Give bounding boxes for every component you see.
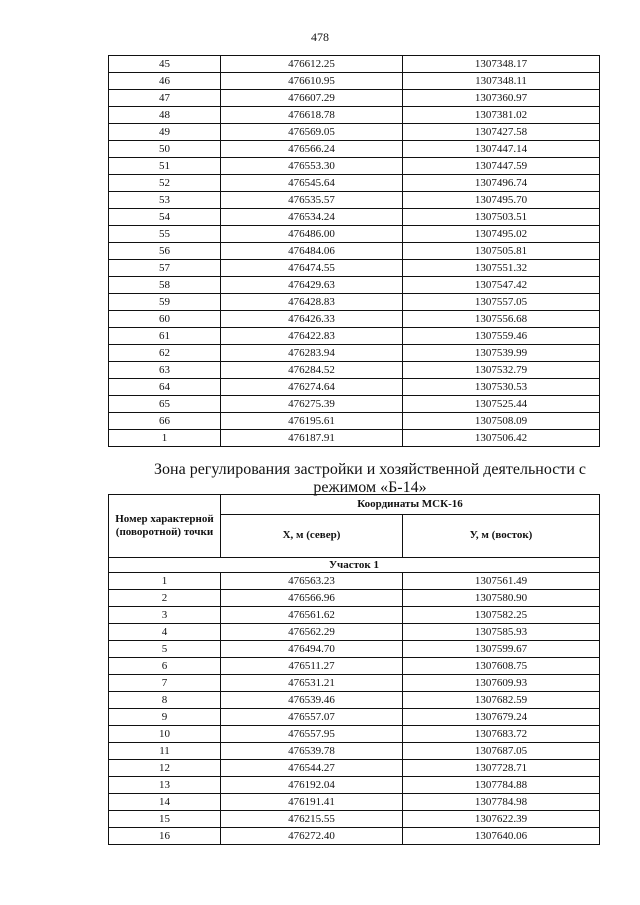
x-coordinate-cell: 476426.33 bbox=[221, 311, 403, 328]
y-coordinate-cell: 1307348.17 bbox=[403, 56, 600, 73]
point-number-cell: 14 bbox=[109, 794, 221, 811]
point-number-cell: 53 bbox=[109, 192, 221, 209]
point-number-cell: 8 bbox=[109, 692, 221, 709]
y-coordinate-cell: 1307508.09 bbox=[403, 413, 600, 430]
header-y-east: У, м (восток) bbox=[403, 514, 600, 557]
x-coordinate-cell: 476566.24 bbox=[221, 141, 403, 158]
table-row bbox=[109, 90, 600, 107]
x-coordinate-cell: 476535.57 bbox=[221, 192, 403, 209]
plot-section-row bbox=[109, 558, 600, 573]
point-number-cell: 1 bbox=[109, 430, 221, 447]
x-coordinate-cell: 476539.78 bbox=[221, 743, 403, 760]
x-coordinate-cell: 476474.55 bbox=[221, 260, 403, 277]
coordinates-table-body bbox=[109, 573, 600, 845]
y-coordinate-cell: 1307580.90 bbox=[403, 590, 600, 607]
header-point-number: Номер характерной (поворотной) точки bbox=[109, 495, 221, 558]
x-coordinate-cell: 476561.62 bbox=[221, 607, 403, 624]
point-number-cell: 66 bbox=[109, 413, 221, 430]
y-coordinate-cell: 1307525.44 bbox=[403, 396, 600, 413]
point-number-cell: 65 bbox=[109, 396, 221, 413]
point-number-cell: 11 bbox=[109, 743, 221, 760]
x-coordinate-cell: 476569.05 bbox=[221, 124, 403, 141]
table-row bbox=[109, 692, 600, 709]
table-row bbox=[109, 209, 600, 226]
x-coordinate-cell: 476272.40 bbox=[221, 828, 403, 845]
x-coordinate-cell: 476428.83 bbox=[221, 294, 403, 311]
y-coordinate-cell: 1307608.75 bbox=[403, 658, 600, 675]
y-coordinate-cell: 1307495.70 bbox=[403, 192, 600, 209]
y-coordinate-cell: 1307348.11 bbox=[403, 73, 600, 90]
point-number-cell: 50 bbox=[109, 141, 221, 158]
y-coordinate-cell: 1307495.02 bbox=[403, 226, 600, 243]
point-number-cell: 63 bbox=[109, 362, 221, 379]
y-coordinate-cell: 1307687.05 bbox=[403, 743, 600, 760]
page-number: 478 bbox=[311, 30, 329, 44]
table-row bbox=[109, 760, 600, 777]
point-number-cell: 59 bbox=[109, 294, 221, 311]
table-row bbox=[109, 641, 600, 658]
point-number-cell: 64 bbox=[109, 379, 221, 396]
table-row bbox=[109, 158, 600, 175]
table-row bbox=[109, 675, 600, 692]
plot-section-label: Участок 1 bbox=[109, 558, 600, 573]
y-coordinate-cell: 1307682.59 bbox=[403, 692, 600, 709]
y-coordinate-cell: 1307683.72 bbox=[403, 726, 600, 743]
y-coordinate-cell: 1307556.68 bbox=[403, 311, 600, 328]
y-coordinate-cell: 1307532.79 bbox=[403, 362, 600, 379]
y-coordinate-cell: 1307557.05 bbox=[403, 294, 600, 311]
y-coordinate-cell: 1307784.88 bbox=[403, 777, 600, 794]
point-number-cell: 12 bbox=[109, 760, 221, 777]
y-coordinate-cell: 1307360.97 bbox=[403, 90, 600, 107]
table-row bbox=[109, 328, 600, 345]
y-coordinate-cell: 1307551.32 bbox=[403, 260, 600, 277]
table-row bbox=[109, 811, 600, 828]
x-coordinate-cell: 476486.00 bbox=[221, 226, 403, 243]
coordinates-table-continued bbox=[108, 55, 600, 447]
x-coordinate-cell: 476283.94 bbox=[221, 345, 403, 362]
header-coordinates: Координаты МСК-16 bbox=[221, 495, 600, 515]
x-coordinate-cell: 476274.64 bbox=[221, 379, 403, 396]
table-row bbox=[109, 379, 600, 396]
x-coordinate-cell: 476610.95 bbox=[221, 73, 403, 90]
point-number-cell: 13 bbox=[109, 777, 221, 794]
point-number-cell: 56 bbox=[109, 243, 221, 260]
point-number-cell: 48 bbox=[109, 107, 221, 124]
table-row bbox=[109, 590, 600, 607]
x-coordinate-cell: 476494.70 bbox=[221, 641, 403, 658]
table-row bbox=[109, 345, 600, 362]
section-title: Зона регулирования застройки и хозяйственной деятельности с режимом «Б-14» bbox=[154, 461, 586, 496]
y-coordinate-cell: 1307599.67 bbox=[403, 641, 600, 658]
table-row bbox=[109, 73, 600, 90]
point-number-cell: 61 bbox=[109, 328, 221, 345]
point-number-cell: 4 bbox=[109, 624, 221, 641]
table-row bbox=[109, 607, 600, 624]
table-row bbox=[109, 141, 600, 158]
x-coordinate-cell: 476545.64 bbox=[221, 175, 403, 192]
table-row bbox=[109, 658, 600, 675]
point-number-cell: 2 bbox=[109, 590, 221, 607]
y-coordinate-cell: 1307582.25 bbox=[403, 607, 600, 624]
point-number-cell: 49 bbox=[109, 124, 221, 141]
y-coordinate-cell: 1307496.74 bbox=[403, 175, 600, 192]
table-row bbox=[109, 107, 600, 124]
y-coordinate-cell: 1307381.02 bbox=[403, 107, 600, 124]
table-row bbox=[109, 226, 600, 243]
coordinates-table-b14 bbox=[108, 494, 600, 845]
x-coordinate-cell: 476429.63 bbox=[221, 277, 403, 294]
table-row bbox=[109, 430, 600, 447]
y-coordinate-cell: 1307640.06 bbox=[403, 828, 600, 845]
point-number-cell: 6 bbox=[109, 658, 221, 675]
point-number-cell: 58 bbox=[109, 277, 221, 294]
table-row bbox=[109, 260, 600, 277]
x-coordinate-cell: 476284.52 bbox=[221, 362, 403, 379]
x-coordinate-cell: 476566.96 bbox=[221, 590, 403, 607]
x-coordinate-cell: 476511.27 bbox=[221, 658, 403, 675]
y-coordinate-cell: 1307503.51 bbox=[403, 209, 600, 226]
y-coordinate-cell: 1307506.42 bbox=[403, 430, 600, 447]
x-coordinate-cell: 476539.46 bbox=[221, 692, 403, 709]
table-row bbox=[109, 124, 600, 141]
point-number-cell: 15 bbox=[109, 811, 221, 828]
x-coordinate-cell: 476544.27 bbox=[221, 760, 403, 777]
point-number-cell: 46 bbox=[109, 73, 221, 90]
x-coordinate-cell: 476195.61 bbox=[221, 413, 403, 430]
table-header bbox=[109, 495, 600, 558]
header-x-north: X, м (север) bbox=[221, 514, 403, 557]
y-coordinate-cell: 1307609.93 bbox=[403, 675, 600, 692]
table-row bbox=[109, 794, 600, 811]
y-coordinate-cell: 1307622.39 bbox=[403, 811, 600, 828]
x-coordinate-cell: 476563.23 bbox=[221, 573, 403, 590]
y-coordinate-cell: 1307447.14 bbox=[403, 141, 600, 158]
y-coordinate-cell: 1307559.46 bbox=[403, 328, 600, 345]
x-coordinate-cell: 476607.29 bbox=[221, 90, 403, 107]
table-row bbox=[109, 294, 600, 311]
y-coordinate-cell: 1307561.49 bbox=[403, 573, 600, 590]
y-coordinate-cell: 1307585.93 bbox=[403, 624, 600, 641]
point-number-cell: 3 bbox=[109, 607, 221, 624]
y-coordinate-cell: 1307547.42 bbox=[403, 277, 600, 294]
x-coordinate-cell: 476191.41 bbox=[221, 794, 403, 811]
table-row bbox=[109, 192, 600, 209]
table-row bbox=[109, 396, 600, 413]
table-row bbox=[109, 362, 600, 379]
x-coordinate-cell: 476553.30 bbox=[221, 158, 403, 175]
table-row bbox=[109, 413, 600, 430]
x-coordinate-cell: 476531.21 bbox=[221, 675, 403, 692]
x-coordinate-cell: 476618.78 bbox=[221, 107, 403, 124]
table-row bbox=[109, 709, 600, 726]
point-number-cell: 51 bbox=[109, 158, 221, 175]
point-number-cell: 52 bbox=[109, 175, 221, 192]
point-number-cell: 57 bbox=[109, 260, 221, 277]
y-coordinate-cell: 1307530.53 bbox=[403, 379, 600, 396]
x-coordinate-cell: 476562.29 bbox=[221, 624, 403, 641]
x-coordinate-cell: 476612.25 bbox=[221, 56, 403, 73]
point-number-cell: 60 bbox=[109, 311, 221, 328]
point-number-cell: 47 bbox=[109, 90, 221, 107]
point-number-cell: 1 bbox=[109, 573, 221, 590]
table-row bbox=[109, 56, 600, 73]
point-number-cell: 62 bbox=[109, 345, 221, 362]
y-coordinate-cell: 1307539.99 bbox=[403, 345, 600, 362]
point-number-cell: 45 bbox=[109, 56, 221, 73]
coordinates-table-body bbox=[109, 56, 600, 447]
y-coordinate-cell: 1307728.71 bbox=[403, 760, 600, 777]
point-number-cell: 10 bbox=[109, 726, 221, 743]
table-row bbox=[109, 311, 600, 328]
y-coordinate-cell: 1307427.58 bbox=[403, 124, 600, 141]
x-coordinate-cell: 476215.55 bbox=[221, 811, 403, 828]
point-number-cell: 55 bbox=[109, 226, 221, 243]
x-coordinate-cell: 476557.07 bbox=[221, 709, 403, 726]
x-coordinate-cell: 476484.06 bbox=[221, 243, 403, 260]
y-coordinate-cell: 1307679.24 bbox=[403, 709, 600, 726]
x-coordinate-cell: 476422.83 bbox=[221, 328, 403, 345]
point-number-cell: 7 bbox=[109, 675, 221, 692]
x-coordinate-cell: 476534.24 bbox=[221, 209, 403, 226]
y-coordinate-cell: 1307447.59 bbox=[403, 158, 600, 175]
point-number-cell: 5 bbox=[109, 641, 221, 658]
x-coordinate-cell: 476187.91 bbox=[221, 430, 403, 447]
x-coordinate-cell: 476275.39 bbox=[221, 396, 403, 413]
table-row bbox=[109, 777, 600, 794]
x-coordinate-cell: 476557.95 bbox=[221, 726, 403, 743]
table-row bbox=[109, 726, 600, 743]
table-row bbox=[109, 828, 600, 845]
point-number-cell: 9 bbox=[109, 709, 221, 726]
point-number-cell: 54 bbox=[109, 209, 221, 226]
table-row bbox=[109, 175, 600, 192]
table-row bbox=[109, 743, 600, 760]
table-row bbox=[109, 243, 600, 260]
point-number-cell: 16 bbox=[109, 828, 221, 845]
y-coordinate-cell: 1307505.81 bbox=[403, 243, 600, 260]
x-coordinate-cell: 476192.04 bbox=[221, 777, 403, 794]
table-row bbox=[109, 573, 600, 590]
y-coordinate-cell: 1307784.98 bbox=[403, 794, 600, 811]
table-row bbox=[109, 624, 600, 641]
table-row bbox=[109, 277, 600, 294]
